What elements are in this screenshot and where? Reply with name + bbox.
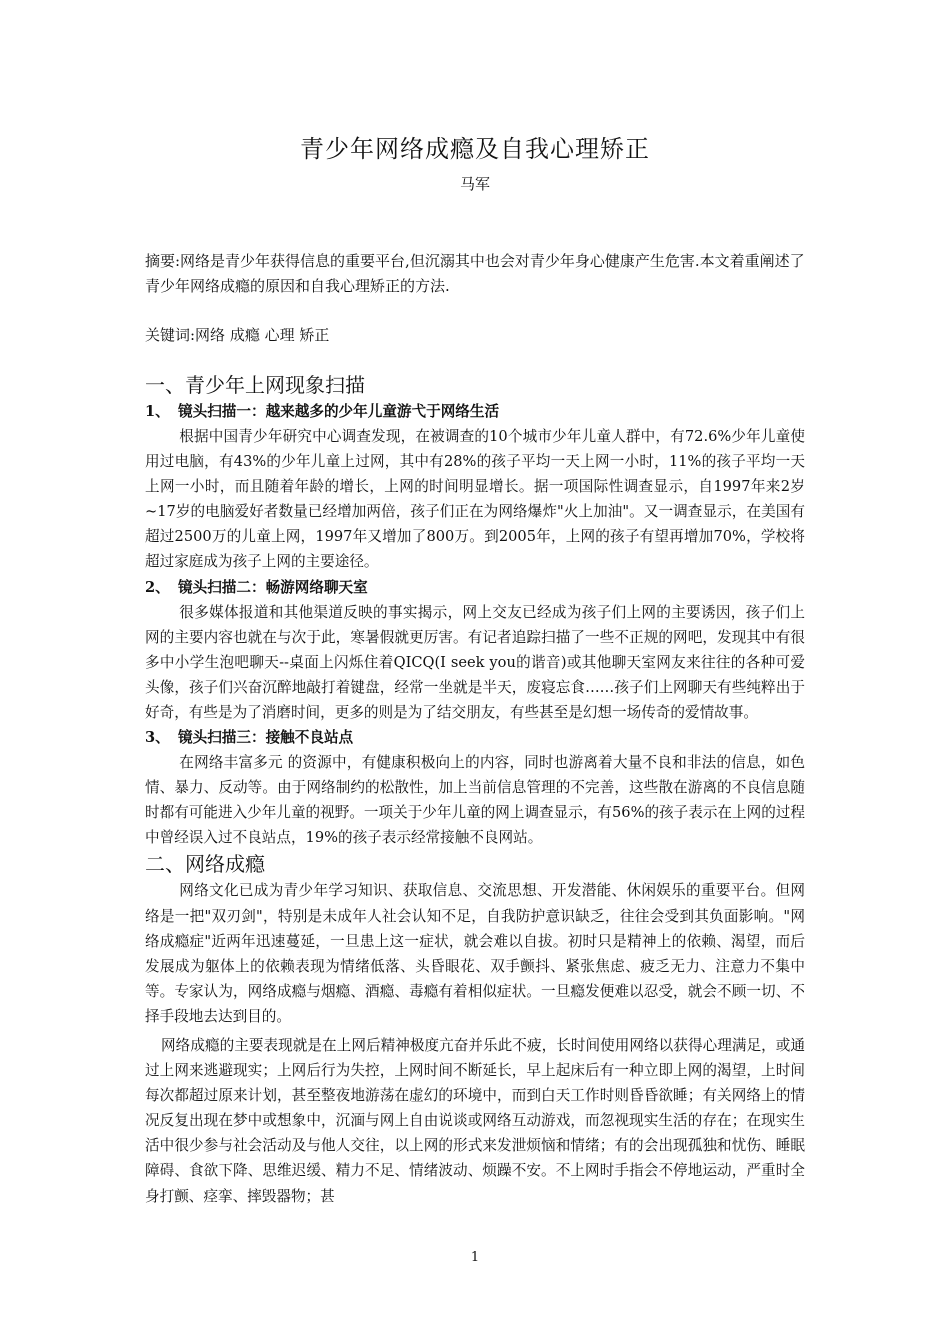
author-name: 马军 — [459, 175, 490, 193]
keywords: 关键词:网络 成瘾 心理 矫正 — [145, 326, 330, 344]
subsection-title: 镜头扫描二：畅游网络聊天室 — [178, 578, 368, 596]
paragraph: 很多媒体报道和其他渠道反映的事实揭示，网上交友已经成为孩子们上网的主要诱因，孩子们上网的主要内容也就在与次于此，寒暑假就更厉害。有记者追踪扫描了一些不正规的网吧，发现其中有很多中小学生泡吧聊天--桌面上闪烁住着QICQ(I seek you的谐音)或其他聊天室网友来往往的各种可爱头像，孩子们兴奋沉醉地敲打着键盘，经常一坐就是半天，废寝忘食……孩子们上网聊天有些纯粹出于好奇，有些是为了消磨时间，更多的则是为了结交朋友，有些甚至是幻想一场传奇的爱情故事。 — [145, 603, 805, 721]
paper-title: 青少年网络成瘾及自我心理矫正 — [300, 135, 650, 163]
subsection-heading-1 — [145, 399, 805, 424]
section-heading-1: 一、青少年上网现象扫描 — [145, 373, 365, 397]
subsection-title: 镜头扫描一：越来越多的少年儿童游弋于网络生活 — [178, 403, 500, 420]
paragraph: 根据中国青少年研究中心调查发现，在被调查的10个城市少年儿童人群中，有72.6%少年儿童使用过电脑，有43%的少年儿童上过网，其中有28%的孩子平均一天上网一小时，11%的孩子平均一天上网一小时，而且随着年龄的增长，上网的时间明显增长。据一项国际性调查显示，自1997年来2岁~17岁的电脑爱好者数量已经增加两倍，孩子们正在为网络爆炸"火上加油"。又一调查显示，在美国有超过2500万的儿童上网，1997年又增加了800万。到2005年，上网的孩子有望再增加70%，学校将超过家庭成为孩子上网的主要途径。 — [145, 428, 805, 571]
abstract: 摘要:网络是青少年获得信息的重要平台,但沉溺其中也会对青少年身心健康产生危害.本文着重阐述了青少年网络成瘾的原因和自我心理矫正的方法. — [145, 252, 805, 295]
page-number: 1 — [470, 1250, 480, 1265]
subsection-heading-3 — [145, 725, 805, 750]
paragraph: 网络文化已成为青少年学习知识、获取信息、交流思想、开发潜能、休闲娱乐的重要平台。但网络是一把"双刃剑"，特别是未成年人社会认知不足，自我防护意识缺乏，往往会受到其负面影响。"网络成瘾症"近两年迅速蔓延，一旦患上这一症状，就会难以自拔。初时只是精神上的依赖、渴望，而后发展成为躯体上的依赖表现为情绪低落、头昏眼花、双手颤抖、紧张焦虑、疲乏无力、注意力不集中等。专家认为，网络成瘾与烟瘾、酒瘾、毒瘾有着相似症状。一旦瘾发便难以忍受，就会不顾一切、不择手段地去达到目的。 — [145, 882, 805, 1025]
paragraph: 在网络丰富多元 的资源中，有健康积极向上的内容，同时也游离着大量不良和非法的信息，如色情、暴力、反动等。由于网络制约的松散性，加上当前信息管理的不完善，这些散在游离的不良信息随时都有可能进入少年儿童的视野。一项关于少年儿童的网上调查显示，有56%的孩子表示在上网的过程中曾经误入过不良站点，19%的孩子表示经常接触不良网站。 — [145, 754, 805, 847]
subsection-number: 1、 — [145, 403, 170, 420]
subsection-number: 3、 — [145, 729, 170, 747]
paragraph: 网络成瘾的主要表现就是在上网后精神极度亢奋并乐此不疲，长时间使用网络以获得心理满足，或通过上网来逃避现实；上网后行为失控，上网时间不断延长，早上起床后有一种立即上网的渴望，上时间每次都超过原来计划，甚至整夜地游荡在虚幻的环境中，而到白天工作时则昏昏欲睡；有关网络上的情况反复出现在梦中或想象中，沉湎与网上自由说谈或网络互动游戏，而忽视现实生活的存在；在现实生活中很少参与社会活动及与他人交往，以上网的形式来发泄烦恼和情绪；有的会出现孤独和忧伤、睡眠障碍、食欲下降、思维迟缓、精力不足、情绪波动、烦躁不安。不上网时手指会不停地运动，严重时全身打颤、痉挛、摔毁器物；甚 — [145, 1036, 805, 1205]
subsection-title: 镜头扫描三：接触不良站点 — [178, 729, 354, 747]
body-text — [145, 371, 805, 1209]
section-heading-2: 二、网络成瘾 — [145, 852, 265, 877]
subsection-heading-2 — [145, 575, 805, 600]
subsection-number: 2、 — [145, 578, 170, 596]
